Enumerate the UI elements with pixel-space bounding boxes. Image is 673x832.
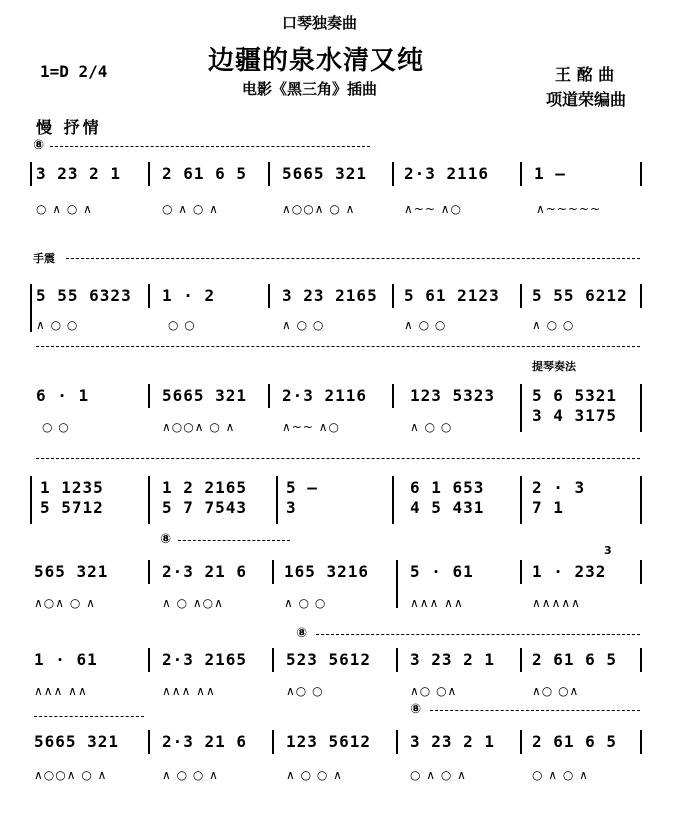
measure-3-3: 2·3 2116: [282, 386, 368, 405]
measure-2-4: 5 61 2123: [404, 286, 500, 305]
barline: [396, 730, 398, 754]
triplet-mark: 3: [604, 544, 612, 557]
measure-4-3-lower: 3: [286, 498, 297, 517]
measure-7-3: 123 5612: [286, 732, 372, 751]
barline: [640, 476, 642, 524]
tremolo-line: [66, 258, 640, 259]
barline: [30, 284, 32, 332]
tremolo-mark: 手震: [33, 252, 55, 265]
measure-4-2-lower: 5 7 7543: [162, 498, 248, 517]
measure-4-4-lower: 4 5 431: [410, 498, 485, 517]
measure-5-2: 2·3 21 6: [162, 562, 248, 581]
barline: [392, 384, 394, 408]
barline: [30, 162, 32, 186]
barline: [640, 162, 642, 186]
barline: [520, 560, 522, 584]
measure-7-2: 2·3 21 6: [162, 732, 248, 751]
violin-technique-mark: 提琴奏法: [532, 360, 576, 373]
tech-5-4: ∧∧∧ ∧∧: [410, 596, 464, 610]
measure-4-2: 1 2 2165: [162, 478, 248, 497]
barline: [392, 162, 394, 186]
composer-credit: 王 酩 曲: [555, 65, 615, 84]
measure-4-5: 2 · 3: [532, 478, 586, 497]
octave-mark-icon: ⑧: [160, 532, 172, 547]
measure-1-5: 1 —: [534, 164, 566, 183]
barline: [272, 560, 274, 584]
measure-2-5: 5 55 6212: [532, 286, 628, 305]
measure-7-4: 3 23 2 1: [410, 732, 496, 751]
measure-4-5-lower: 7 1: [532, 498, 564, 517]
measure-7-1: 5665 321: [34, 732, 120, 751]
measure-2-2: 1 · 2: [162, 286, 216, 305]
tech-2-5: ∧ ○ ○: [532, 318, 575, 332]
measure-4-3: 5 —: [286, 478, 318, 497]
barline: [640, 648, 642, 672]
tech-6-1: ∧∧∧ ∧∧: [34, 684, 88, 698]
tech-3-3: ∧~~ ∧○: [282, 420, 340, 434]
tech-6-5: ∧○ ○∧: [532, 684, 580, 698]
tech-3-1: ○ ○: [42, 420, 70, 434]
barline: [392, 284, 394, 308]
tech-3-4: ∧ ○ ○: [410, 420, 453, 434]
tech-7-2: ∧ ○ ○ ∧: [162, 768, 219, 782]
measure-3-4: 123 5323: [410, 386, 496, 405]
tech-1-4: ∧~~ ∧○: [404, 202, 462, 216]
measure-4-1-lower: 5 5712: [40, 498, 104, 517]
tech-2-2: ○ ○: [168, 318, 196, 332]
tech-7-5: ○ ∧ ○ ∧: [532, 768, 589, 782]
barline: [148, 560, 150, 584]
octave-mark-icon: ⑧: [33, 138, 45, 153]
tech-2-4: ∧ ○ ○: [404, 318, 447, 332]
tech-1-5: ∧~~~~~: [536, 202, 602, 216]
measure-5-5: 1 · 232: [532, 562, 607, 581]
barline: [520, 476, 522, 524]
barline: [640, 730, 642, 754]
tech-6-2: ∧∧∧ ∧∧: [162, 684, 216, 698]
measure-1-3: 5665 321: [282, 164, 368, 183]
tech-5-2: ∧ ○ ∧○∧: [162, 596, 224, 610]
measure-4-4: 6 1 653: [410, 478, 485, 497]
tech-5-1: ∧○∧ ○ ∧: [34, 596, 96, 610]
barline: [520, 648, 522, 672]
barline: [640, 384, 642, 432]
measure-5-1: 565 321: [34, 562, 109, 581]
measure-3-1: 6 · 1: [36, 386, 90, 405]
measure-1-1: 3 23 2 1: [36, 164, 122, 183]
barline: [148, 384, 150, 408]
octave-mark-icon: ⑧: [296, 626, 308, 641]
octave-line: [430, 710, 640, 711]
tech-5-3: ∧ ○ ○: [284, 596, 327, 610]
octave-line: [316, 634, 640, 635]
barline: [520, 730, 522, 754]
barline: [148, 648, 150, 672]
octave-line: [178, 540, 290, 541]
measure-2-1: 5 55 6323: [36, 286, 132, 305]
tech-7-3: ∧ ○ ○ ∧: [286, 768, 343, 782]
barline: [272, 730, 274, 754]
barline: [148, 162, 150, 186]
tremolo-line: [36, 346, 640, 347]
measure-4-1: 1 1235: [40, 478, 104, 497]
tech-5-5: ∧∧∧∧∧: [532, 596, 581, 610]
tech-6-4: ∧○ ○∧: [410, 684, 458, 698]
measure-6-1: 1 · 61: [34, 650, 98, 669]
tech-2-3: ∧ ○ ○: [282, 318, 325, 332]
tech-3-2: ∧○○∧ ○ ∧: [162, 420, 236, 434]
measure-6-3: 523 5612: [286, 650, 372, 669]
subtitle-top: 口琴独奏曲: [282, 14, 358, 32]
measure-1-2: 2 61 6 5: [162, 164, 248, 183]
measure-3-2: 5665 321: [162, 386, 248, 405]
barline: [30, 476, 32, 524]
subtitle-bottom: 电影《黑三角》插曲: [242, 80, 378, 98]
measure-1-4: 2·3 2116: [404, 164, 490, 183]
octave-line: [50, 146, 370, 147]
measure-5-3: 165 3216: [284, 562, 370, 581]
barline: [640, 560, 642, 584]
key-signature: 1=D 2/4: [40, 62, 108, 81]
tech-1-3: ∧○○∧ ○ ∧: [282, 202, 356, 216]
tempo-marking: 慢 抒情: [36, 118, 102, 137]
barline: [276, 476, 278, 524]
measure-5-4: 5 · 61: [410, 562, 474, 581]
measure-3-5-lower: 3 4 3175: [532, 406, 618, 425]
barline: [396, 648, 398, 672]
barline: [520, 284, 522, 308]
tremolo-line: [36, 458, 640, 459]
octave-mark-icon: ⑧: [410, 702, 422, 717]
barline: [396, 560, 398, 608]
tech-7-1: ∧○○∧ ○ ∧: [34, 768, 108, 782]
tech-6-3: ∧○ ○: [286, 684, 324, 698]
tech-2-1: ∧ ○ ○: [36, 318, 79, 332]
tech-7-4: ○ ∧ ○ ∧: [410, 768, 467, 782]
barline: [148, 730, 150, 754]
measure-3-5: 5 6 5321: [532, 386, 618, 405]
barline: [640, 284, 642, 308]
tech-1-2: ○ ∧ ○ ∧: [162, 202, 219, 216]
barline: [520, 162, 522, 186]
barline: [268, 284, 270, 308]
barline: [520, 384, 522, 432]
measure-6-4: 3 23 2 1: [410, 650, 496, 669]
barline: [392, 476, 394, 524]
barline: [272, 648, 274, 672]
octave-line: [34, 716, 144, 717]
measure-2-3: 3 23 2165: [282, 286, 378, 305]
barline: [148, 284, 150, 308]
measure-7-5: 2 61 6 5: [532, 732, 618, 751]
arranger-credit: 项道荣编曲: [546, 90, 627, 109]
barline: [268, 384, 270, 408]
tech-1-1: ○ ∧ ○ ∧: [36, 202, 93, 216]
barline: [148, 476, 150, 524]
measure-6-5: 2 61 6 5: [532, 650, 618, 669]
page-title: 边疆的泉水清又纯: [208, 46, 425, 76]
barline: [268, 162, 270, 186]
measure-6-2: 2·3 2165: [162, 650, 248, 669]
